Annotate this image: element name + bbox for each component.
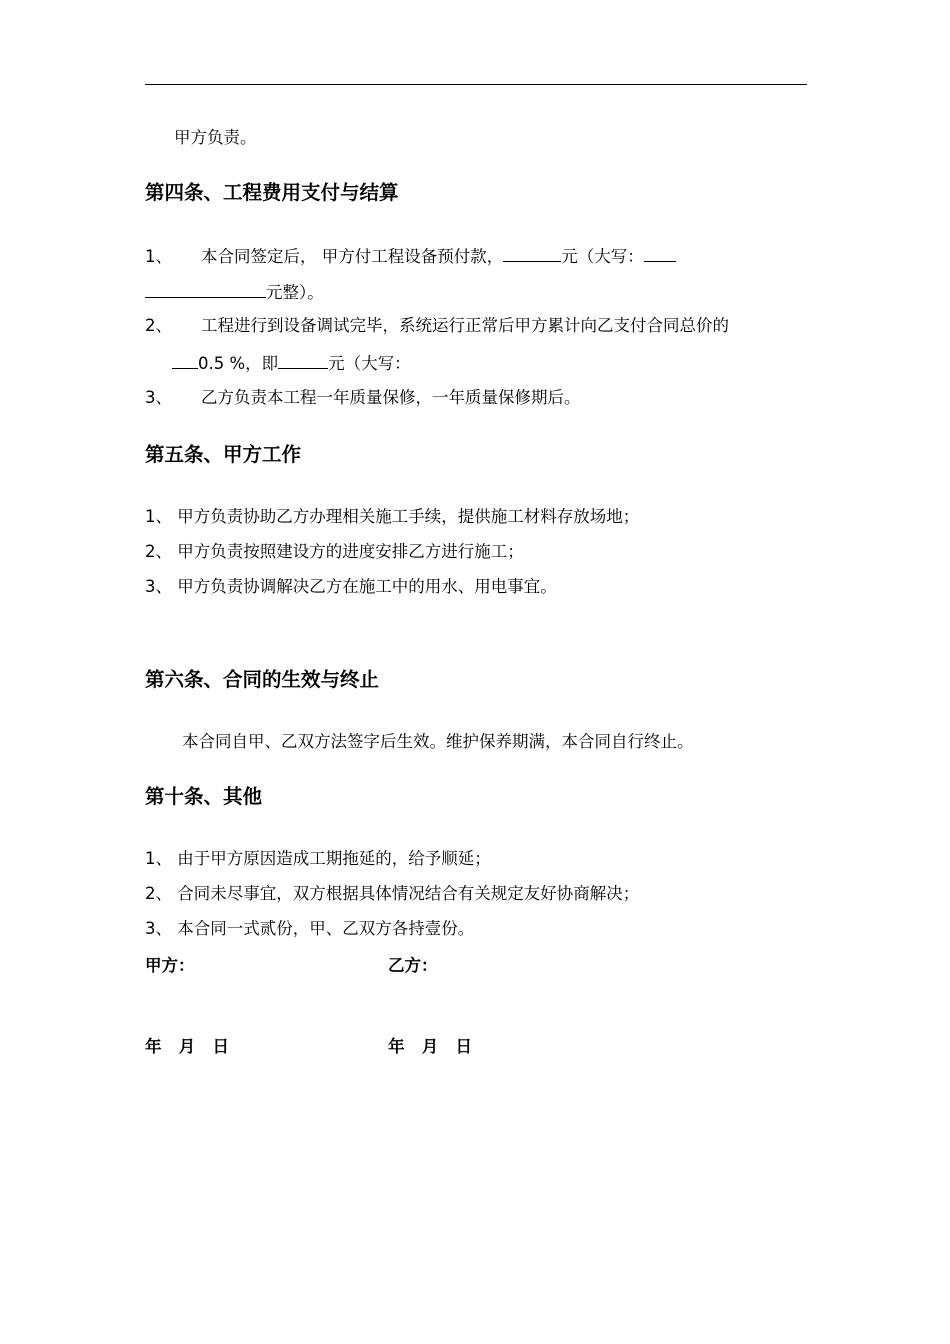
article-4-item-1-line-1: [145, 244, 676, 268]
amount-words-blank: [644, 244, 676, 262]
article-4-item-3: [145, 387, 581, 409]
article-5-item: 2、 甲方负责按照建设方的进度安排乙方进行施工；: [145, 542, 524, 561]
item-number: 1、: [145, 247, 172, 266]
item-text: 本合同签定后， 甲方付工程设备预付款，: [201, 247, 504, 266]
item-text: 元（大写：: [561, 247, 644, 266]
percent-blank: [172, 351, 198, 369]
article-10-item: 1、 由于甲方原因造成工期拖延的，给予顺延；: [145, 849, 491, 868]
amount-blank: [503, 244, 561, 262]
header-rule: [145, 84, 807, 85]
article-4-item-1-line-2: [145, 280, 324, 304]
amount-blank: [278, 351, 328, 369]
article-5-item: 3、 甲方负责协调解决乙方在施工中的用水、用电事宜。: [145, 577, 557, 596]
party-b-date: 年 月 日: [388, 1037, 472, 1056]
item-number: 3、: [145, 388, 172, 407]
party-a-date: 年 月 日: [145, 1037, 229, 1056]
item-text: 工程进行到设备调试完毕，系统运行正常后甲方累计向乙支付合同总价的: [201, 316, 729, 335]
item-text: 元（大写：: [328, 354, 411, 373]
party-b-label: 乙方：: [388, 956, 438, 975]
article-6-title: 第六条、合同的生效与终止: [145, 668, 380, 691]
article-10-item: 3、 本合同一式贰份，甲、乙双方各持壹份。: [145, 919, 475, 938]
item-text: 元整）。: [266, 283, 324, 302]
article-4-item-2-line-1: [145, 315, 729, 337]
party-a-label: 甲方：: [145, 956, 195, 975]
amount-words-blank: [145, 280, 266, 298]
article-4-title: 第四条、工程费用支付与结算: [145, 181, 399, 204]
article-10-title: 第十条、其他: [145, 785, 263, 808]
item-text: 0.5 %，即: [198, 354, 279, 373]
continuation-text: 甲方负责。: [174, 128, 257, 147]
item-number: 2、: [145, 316, 172, 335]
article-4-item-2-line-2: [172, 351, 411, 375]
item-text: 乙方负责本工程一年质量保修，一年质量保修期后。: [201, 388, 581, 407]
article-5-title: 第五条、甲方工作: [145, 443, 302, 466]
article-6-body: 本合同自甲、乙双方法签字后生效。维护保养期满，本合同自行终止。: [182, 732, 694, 751]
article-5-item: 1、 甲方负责协助乙方办理相关施工手续，提供施工材料存放场地；: [145, 507, 640, 526]
article-10-item: 2、 合同未尽事宜，双方根据具体情况结合有关规定友好协商解决；: [145, 884, 640, 903]
